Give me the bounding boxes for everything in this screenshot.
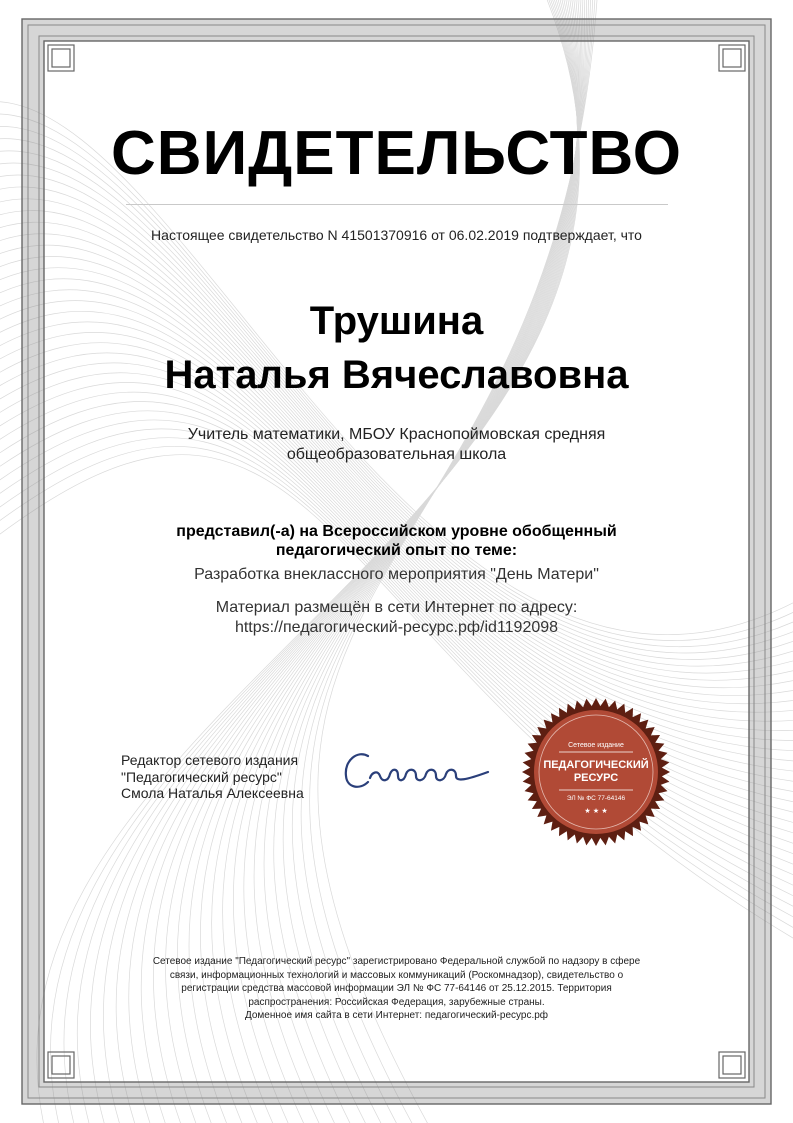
editor-block: [121, 752, 351, 802]
seal-main-line-1: ПЕДАГОГИЧЕСКИЙ: [543, 759, 649, 771]
seal-registration: ЭЛ № ФС 77-64146: [566, 795, 626, 802]
presented-line-1: представил(-а) на Всероссийском уровне обобщенный: [176, 523, 617, 540]
seal-top-text: Сетевое издание: [568, 742, 624, 749]
footer-line-5: Доменное имя сайта в сети Интернет: педагогический-ресурс.рф: [244, 1010, 549, 1021]
registration-footer: [115, 955, 678, 1023]
seal-main-line-2: РЕСУРС: [573, 772, 619, 784]
publisher-seal: [521, 697, 671, 847]
presentation-statement: [130, 522, 663, 560]
certificate-title: СВИДЕТЕЛЬСТВО: [111, 119, 682, 188]
experience-topic: Разработка внеклассного мероприятия "День Матери": [194, 566, 599, 583]
position-line-1: Учитель математики, МБОУ Краснопоймовская средняя: [187, 426, 606, 443]
presented-line-2: педагогический опыт по теме:: [275, 542, 518, 559]
guilloche-line: [0, 420, 793, 926]
editor-line-2: "Педагогический ресурс": [121, 768, 282, 785]
editor-signature: [338, 742, 498, 802]
recipient-given-names: Наталья Вячеславовна: [164, 353, 629, 397]
material-location: [0, 598, 793, 638]
material-caption: Материал размещён в сети Интернет по адресу:: [215, 599, 578, 616]
footer-line-3: регистрации средства массовой информации ЭЛ № ФС 77-64146 от 25.12.2015. Территория: [181, 983, 612, 994]
title-divider: [126, 204, 668, 205]
certificate-number-line: Настоящее свидетельство N 41501370916 от 06.02.2019 подтверждает, что: [151, 227, 642, 243]
footer-line-4: распространения: Российская Федерация, зарубежные страны.: [248, 996, 545, 1008]
seal-stars: ★ ★ ★: [584, 807, 608, 815]
guilloche-line: [0, 429, 793, 938]
editor-line-1: Редактор сетевого издания: [121, 752, 299, 768]
position-line-2: общеобразовательная школа: [286, 446, 507, 463]
guilloche-line: [0, 438, 793, 951]
guilloche-line: [0, 401, 793, 900]
guilloche-line: [0, 411, 793, 913]
material-url: https://педагогический-ресурс.рф/id1192098: [234, 619, 559, 636]
recipient-surname: Трушина: [309, 299, 484, 343]
footer-line-2: связи, информационных технологий и массовых коммуникаций (Роскомнадзор), свидетельство о: [169, 969, 624, 981]
recipient-position: [150, 425, 643, 465]
footer-line-1: Сетевое издание "Педагогический ресурс" зарегистрировано Федеральной службой по надзору в сфере: [152, 956, 641, 967]
guilloche-line: [0, 279, 793, 751]
signature-stroke: [346, 754, 488, 787]
editor-name: Смола Наталья Алексеевна: [121, 785, 304, 801]
